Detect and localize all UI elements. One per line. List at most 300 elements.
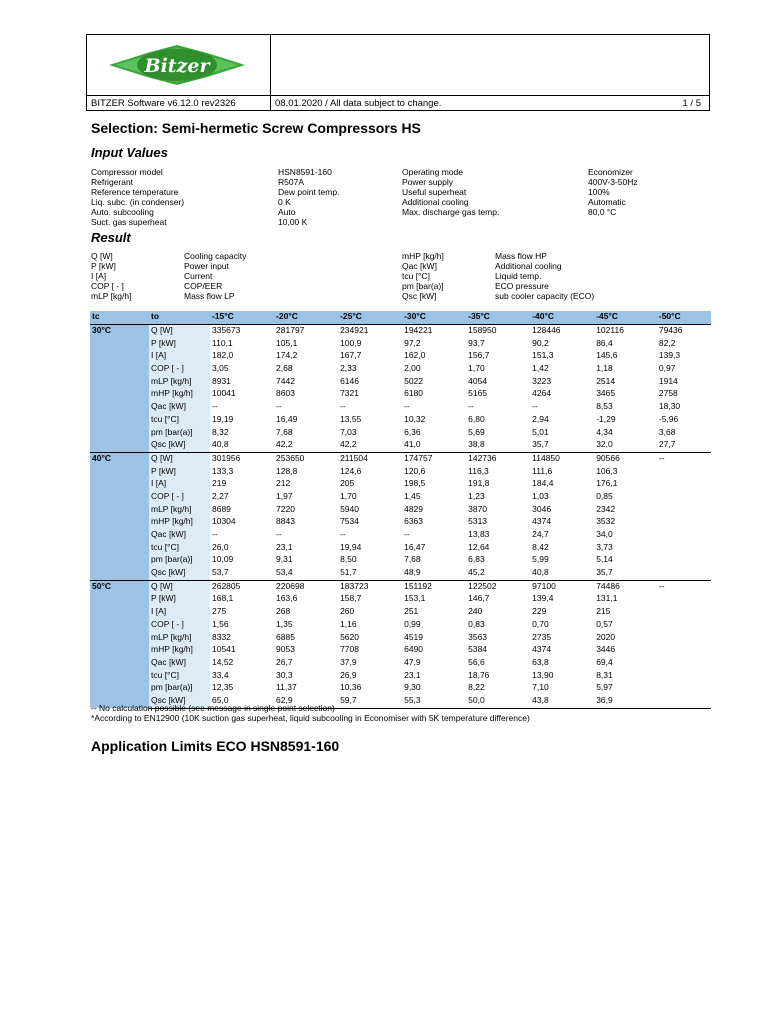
value-cell: 19,19 [212, 413, 234, 424]
value-cell: 10,09 [212, 554, 234, 565]
value-cell: 40,8 [532, 567, 549, 578]
value-cell: 124,6 [340, 465, 362, 476]
software-version: BITZER Software v6.12.0 rev2326 [91, 98, 236, 109]
label-value: Additional cooling [495, 261, 562, 271]
value-cell: 56,6 [468, 656, 485, 667]
date-note: 08.01.2020 / All data subject to change. [275, 98, 442, 109]
label-value: Current [184, 271, 213, 281]
value-cell: 6,80 [468, 413, 485, 424]
value-cell: 2,68 [276, 363, 293, 374]
value-cell: 0,99 [404, 618, 421, 629]
value-cell [657, 632, 711, 645]
value-cell: 7220 [276, 503, 295, 514]
value-cell: 13,90 [532, 669, 554, 680]
row-label: Qac [kW] [149, 529, 210, 542]
label-value: sub cooler capacity (ECO) [495, 291, 595, 301]
value-cell: 2,00 [404, 363, 421, 374]
value-cell: 3870 [468, 503, 488, 514]
svg-text:Bitzer: Bitzer [144, 55, 210, 77]
value-cell: 212 [276, 478, 291, 489]
label-value: Mass flow HP [495, 251, 547, 261]
value-cell [657, 657, 711, 670]
header-divider-horizontal [87, 95, 709, 96]
label-key: Qac [kW] [402, 261, 437, 271]
label-key: P [kW] [91, 261, 116, 271]
label-value: Dew point temp. [278, 187, 340, 197]
value-cell: 10,36 [340, 682, 362, 693]
table-row [90, 414, 711, 427]
value-cell [657, 466, 711, 479]
value-cell [657, 644, 711, 657]
value-cell: 281797 [274, 325, 338, 338]
value-cell: 139,3 [658, 350, 681, 361]
value-cell: 8,53 [596, 401, 613, 412]
value-cell: 7,03 [340, 426, 357, 437]
label-key: Refrigerant [91, 177, 134, 187]
label-key: Operating mode [402, 167, 463, 177]
value-cell: 5384 [468, 644, 488, 655]
value-cell: 0,83 [468, 618, 485, 629]
value-cell: 174757 [402, 452, 466, 465]
value-cell: 158,7 [340, 593, 362, 604]
table-row [90, 452, 711, 465]
value-cell: 26,9 [340, 669, 357, 680]
value-cell [657, 542, 711, 555]
label-key: mLP [kg/h] [91, 291, 132, 301]
value-cell: 2735 [532, 631, 552, 642]
row-label: I [A] [149, 478, 210, 491]
value-cell: 74486 [594, 580, 657, 593]
value-cell: 1,18 [596, 363, 613, 374]
value-cell: 151192 [402, 580, 466, 593]
value-cell: 5165 [468, 388, 488, 399]
value-cell: 7442 [276, 375, 295, 386]
header-divider-vertical [270, 35, 271, 110]
value-cell: 3046 [532, 503, 552, 514]
value-cell: 5,01 [532, 426, 549, 437]
column-header: to [149, 311, 210, 325]
value-cell: 5,14 [596, 554, 613, 565]
value-cell: 48,9 [404, 567, 421, 578]
value-cell: 3,73 [596, 541, 613, 552]
value-cell: 5940 [340, 503, 359, 514]
value-cell: 13,55 [340, 413, 362, 424]
value-cell [657, 619, 711, 632]
value-cell: 40,8 [212, 439, 229, 450]
table-row [90, 644, 711, 657]
value-cell: -- [340, 401, 346, 412]
value-cell: 42,2 [340, 439, 357, 450]
value-cell: 106,3 [596, 465, 618, 476]
value-cell: 1,56 [212, 618, 229, 629]
row-label: Qac [kW] [149, 401, 210, 414]
row-label: tcu [°C] [149, 542, 210, 555]
value-cell: 194221 [402, 325, 466, 338]
value-cell: 7,68 [276, 426, 293, 437]
value-cell: 6180 [404, 388, 424, 399]
table-row [90, 580, 711, 593]
condensing-temp-cell: 30°C [90, 325, 149, 453]
value-cell: -- [532, 401, 538, 412]
value-cell: 4,34 [596, 426, 613, 437]
label-value: 10,00 K [278, 217, 308, 227]
label-key: COP [ - ] [91, 281, 124, 291]
column-header: -40°C [530, 311, 594, 325]
value-cell: 5,97 [596, 682, 613, 693]
row-label: P [kW] [149, 338, 210, 351]
value-cell: 110,1 [212, 337, 233, 348]
value-cell: 5022 [404, 375, 424, 386]
label-value: Power input [184, 261, 229, 271]
value-cell: 5,99 [532, 554, 549, 565]
value-cell: 12,35 [212, 682, 234, 693]
label-key: Useful superheat [402, 187, 467, 197]
column-header: -50°C [657, 311, 711, 325]
value-cell: 32,0 [596, 439, 613, 450]
value-cell: 65,0 [210, 695, 274, 708]
column-header: -20°C [274, 311, 338, 325]
value-cell: 26,0 [212, 541, 229, 552]
value-cell: 9053 [276, 644, 295, 655]
value-cell: 14,52 [212, 656, 234, 667]
value-cell: 2342 [596, 503, 616, 514]
value-cell: -- [404, 529, 410, 539]
value-cell: 6363 [404, 516, 424, 527]
label-key: tcu [°C] [402, 271, 430, 281]
value-cell: 63,8 [532, 656, 549, 667]
value-cell: 3532 [596, 516, 616, 527]
value-cell [657, 516, 711, 529]
value-cell: 18,76 [468, 669, 490, 680]
column-header: -30°C [402, 311, 466, 325]
value-cell: 93,7 [468, 337, 485, 348]
value-cell [657, 478, 711, 491]
value-cell: 12,64 [468, 541, 490, 552]
table-row [90, 466, 711, 479]
value-cell: 8689 [212, 503, 231, 514]
value-cell: 2,94 [532, 413, 549, 424]
value-cell: 90566 [594, 452, 657, 465]
value-cell: 1,97 [276, 490, 293, 501]
value-cell: 116,3 [468, 465, 489, 476]
value-cell: -- [212, 401, 218, 412]
value-cell: 105,1 [276, 337, 298, 348]
table-header-row [90, 311, 711, 325]
label-key: pm [bar(a)] [402, 281, 444, 291]
value-cell: 51,7 [340, 567, 357, 578]
value-cell: -- [340, 529, 346, 539]
value-cell: 6490 [404, 644, 424, 655]
value-cell: 35,7 [532, 439, 549, 450]
value-cell: 275 [212, 606, 227, 617]
table-row [90, 657, 711, 670]
table-row [90, 619, 711, 632]
row-label: Qsc [kW] [149, 439, 210, 452]
table-row [90, 567, 711, 580]
table-row [90, 376, 711, 389]
row-label: mHP [kg/h] [149, 388, 210, 401]
value-cell: 5,69 [468, 426, 485, 437]
value-cell [657, 593, 711, 606]
value-cell: -- [212, 529, 218, 539]
value-cell: 0,97 [658, 363, 676, 374]
row-label: mLP [kg/h] [149, 376, 210, 389]
label-value: 80,0 °C [588, 207, 617, 217]
table-row [90, 427, 711, 440]
value-cell: 3563 [468, 631, 488, 642]
value-cell: 184,4 [532, 478, 554, 489]
value-cell: 23,1 [404, 669, 421, 680]
note-no-calc: -- No calculation possible (see message in single point selection) [91, 703, 335, 713]
row-label: P [kW] [149, 466, 210, 479]
row-label: mHP [kg/h] [149, 516, 210, 529]
value-cell: 7708 [340, 644, 359, 655]
label-value: 100% [588, 187, 610, 197]
value-cell: 55,3 [402, 695, 466, 708]
value-cell: 7,10 [532, 682, 549, 693]
label-value: Mass flow LP [184, 291, 235, 301]
value-cell: 53,4 [276, 567, 293, 578]
value-cell: 3,05 [212, 363, 229, 374]
value-cell: 234921 [338, 325, 402, 338]
value-cell: -- [657, 580, 711, 593]
label-value: ECO pressure [495, 281, 549, 291]
value-cell: 0,85 [596, 490, 613, 501]
table-row [90, 325, 711, 338]
row-label: COP [ - ] [149, 363, 210, 376]
value-cell: 205 [340, 478, 355, 489]
value-cell: 47,9 [404, 656, 421, 667]
document-header [86, 34, 710, 111]
value-cell: 145,6 [596, 350, 618, 361]
value-cell: 37,9 [340, 656, 357, 667]
value-cell: 38,8 [468, 439, 485, 450]
value-cell: 335673 [210, 325, 274, 338]
label-value: COP/EER [184, 281, 223, 291]
value-cell: 16,49 [276, 413, 298, 424]
value-cell: 79436 [657, 325, 711, 338]
value-cell: 10,32 [404, 413, 426, 424]
value-cell: 0,70 [532, 618, 549, 629]
value-cell: 6,83 [468, 554, 485, 565]
value-cell: 253650 [274, 452, 338, 465]
value-cell: 2,33 [340, 363, 357, 374]
value-cell: 3223 [532, 375, 552, 386]
value-cell: -- [276, 401, 282, 412]
value-cell: 301956 [210, 452, 274, 465]
value-cell: 8,31 [596, 669, 613, 680]
value-cell: 229 [532, 606, 547, 617]
value-cell: 90,2 [532, 337, 549, 348]
column-header: -15°C [210, 311, 274, 325]
table-row [90, 350, 711, 363]
table-row [90, 593, 711, 606]
value-cell: 2,27 [212, 490, 229, 501]
value-cell: 182,0 [212, 350, 234, 361]
value-cell: 10304 [212, 516, 236, 527]
value-cell: 8332 [212, 631, 231, 642]
value-cell: 8,32 [212, 426, 229, 437]
value-cell: -- [468, 401, 474, 412]
row-label: Qac [kW] [149, 657, 210, 670]
table-row [90, 516, 711, 529]
value-cell: 128,8 [276, 465, 298, 476]
page-title: Selection: Semi-hermetic Screw Compressors HS [91, 120, 421, 136]
value-cell: 215 [596, 606, 611, 617]
value-cell: 153,1 [404, 593, 426, 604]
value-cell: 268 [276, 606, 291, 617]
value-cell: 156,7 [468, 350, 490, 361]
value-cell: 102116 [594, 325, 657, 338]
value-cell: 1,45 [404, 490, 421, 501]
value-cell: 5620 [340, 631, 359, 642]
value-cell: 168,1 [212, 593, 234, 604]
value-cell: 69,4 [596, 656, 613, 667]
value-cell: 4829 [404, 503, 424, 514]
value-cell: 19,94 [340, 541, 362, 552]
label-value: Cooling capacity [184, 251, 247, 261]
row-label: pm [bar(a)] [149, 682, 210, 695]
value-cell: 133,3 [212, 465, 234, 476]
value-cell: 174,2 [276, 350, 298, 361]
value-cell: 33,4 [212, 669, 229, 680]
value-cell: 146,7 [468, 593, 490, 604]
table-row [90, 439, 711, 452]
value-cell: 1,35 [276, 618, 293, 629]
condensing-temp-cell: 50°C [90, 580, 149, 708]
value-cell [657, 695, 711, 708]
row-label: pm [bar(a)] [149, 427, 210, 440]
bitzer-logo [109, 43, 245, 87]
value-cell: 100,9 [340, 337, 362, 348]
value-cell: 8931 [212, 375, 231, 386]
row-label: Q [W] [149, 325, 210, 338]
label-key: Auto. subcooling [91, 207, 154, 217]
value-cell: 6146 [340, 375, 359, 386]
table-row [90, 682, 711, 695]
value-cell: 59,7 [338, 695, 402, 708]
table-row [90, 478, 711, 491]
value-cell: 139,4 [532, 593, 554, 604]
label-value: R507A [278, 177, 304, 187]
label-value: Automatic [588, 197, 626, 207]
value-cell: 1,03 [532, 490, 549, 501]
value-cell: 7321 [340, 388, 359, 399]
value-cell: 10041 [212, 388, 236, 399]
value-cell: 8603 [276, 388, 295, 399]
value-cell: 7,68 [404, 554, 421, 565]
value-cell: 4054 [468, 375, 488, 386]
value-cell: 35,7 [596, 567, 613, 578]
value-cell: 50,0 [466, 695, 530, 708]
value-cell: 86,4 [596, 337, 613, 348]
table-row [90, 401, 711, 414]
value-cell: 30,3 [276, 669, 293, 680]
table-row [90, 491, 711, 504]
page-number: 1 / 5 [682, 98, 701, 109]
value-cell: 211504 [338, 452, 402, 465]
value-cell: 97,2 [404, 337, 421, 348]
value-cell: 6885 [276, 631, 295, 642]
label-key: Q [W] [91, 251, 113, 261]
value-cell: 260 [340, 606, 355, 617]
value-cell: 97100 [530, 580, 594, 593]
value-cell: 8843 [276, 516, 295, 527]
value-cell: 53,7 [212, 567, 229, 578]
label-key: Suct. gas superheat [91, 217, 167, 227]
value-cell: 3446 [596, 644, 616, 655]
value-cell [657, 670, 711, 683]
table-row [90, 338, 711, 351]
value-cell: 162,0 [404, 350, 426, 361]
value-cell: 27,7 [658, 439, 676, 450]
table-row [90, 632, 711, 645]
value-cell: 41,0 [404, 439, 421, 450]
label-key: mHP [kg/h] [402, 251, 444, 261]
value-cell: 1,70 [340, 490, 357, 501]
value-cell: 176,1 [596, 478, 618, 489]
value-cell: 158950 [466, 325, 530, 338]
value-cell: 6,36 [404, 426, 421, 437]
label-value: Liquid temp. [495, 271, 542, 281]
value-cell: 5313 [468, 516, 488, 527]
column-header: -25°C [338, 311, 402, 325]
value-cell: 183723 [338, 580, 402, 593]
value-cell: 1,23 [468, 490, 485, 501]
value-cell: 11,37 [276, 682, 297, 693]
row-label: I [A] [149, 350, 210, 363]
label-value: Economizer [588, 167, 633, 177]
value-cell: -- [276, 529, 282, 539]
label-key: Max. discharge gas temp. [402, 207, 500, 217]
value-cell [657, 491, 711, 504]
row-label: tcu [°C] [149, 670, 210, 683]
value-cell: 45,2 [468, 567, 485, 578]
value-cell: 4264 [532, 388, 552, 399]
value-cell: -- [404, 401, 410, 412]
label-key: Power supply [402, 177, 454, 187]
value-cell: 151,3 [532, 350, 554, 361]
row-label: Qsc [kW] [149, 695, 210, 708]
value-cell: 42,2 [276, 439, 293, 450]
results-table [90, 311, 711, 709]
row-label: mLP [kg/h] [149, 504, 210, 517]
label-value: Auto [278, 207, 296, 217]
value-cell: 240 [468, 606, 483, 617]
value-cell: 34,0 [596, 529, 613, 539]
value-cell: 122502 [466, 580, 530, 593]
row-label: mLP [kg/h] [149, 632, 210, 645]
table-row [90, 504, 711, 517]
value-cell [657, 567, 711, 580]
value-cell: 1914 [658, 375, 678, 386]
row-label: Q [W] [149, 580, 210, 593]
result-heading: Result [91, 230, 131, 245]
row-label: Q [W] [149, 452, 210, 465]
value-cell: 4374 [532, 644, 552, 655]
value-cell: 198,5 [404, 478, 426, 489]
note-en12900: *According to EN12900 (10K suction gas superheat, liquid subcooling in Economiser with 5K temperature difference) [91, 713, 530, 723]
input-values-heading: Input Values [91, 145, 168, 160]
value-cell: 4374 [532, 516, 552, 527]
row-label: COP [ - ] [149, 491, 210, 504]
value-cell: 26,7 [276, 656, 293, 667]
value-cell: 2020 [596, 631, 616, 642]
table-row [90, 388, 711, 401]
label-key: Liq. subc. (in condenser) [91, 197, 185, 207]
label-key: Compressor model [91, 167, 163, 177]
value-cell: 163,6 [276, 593, 298, 604]
